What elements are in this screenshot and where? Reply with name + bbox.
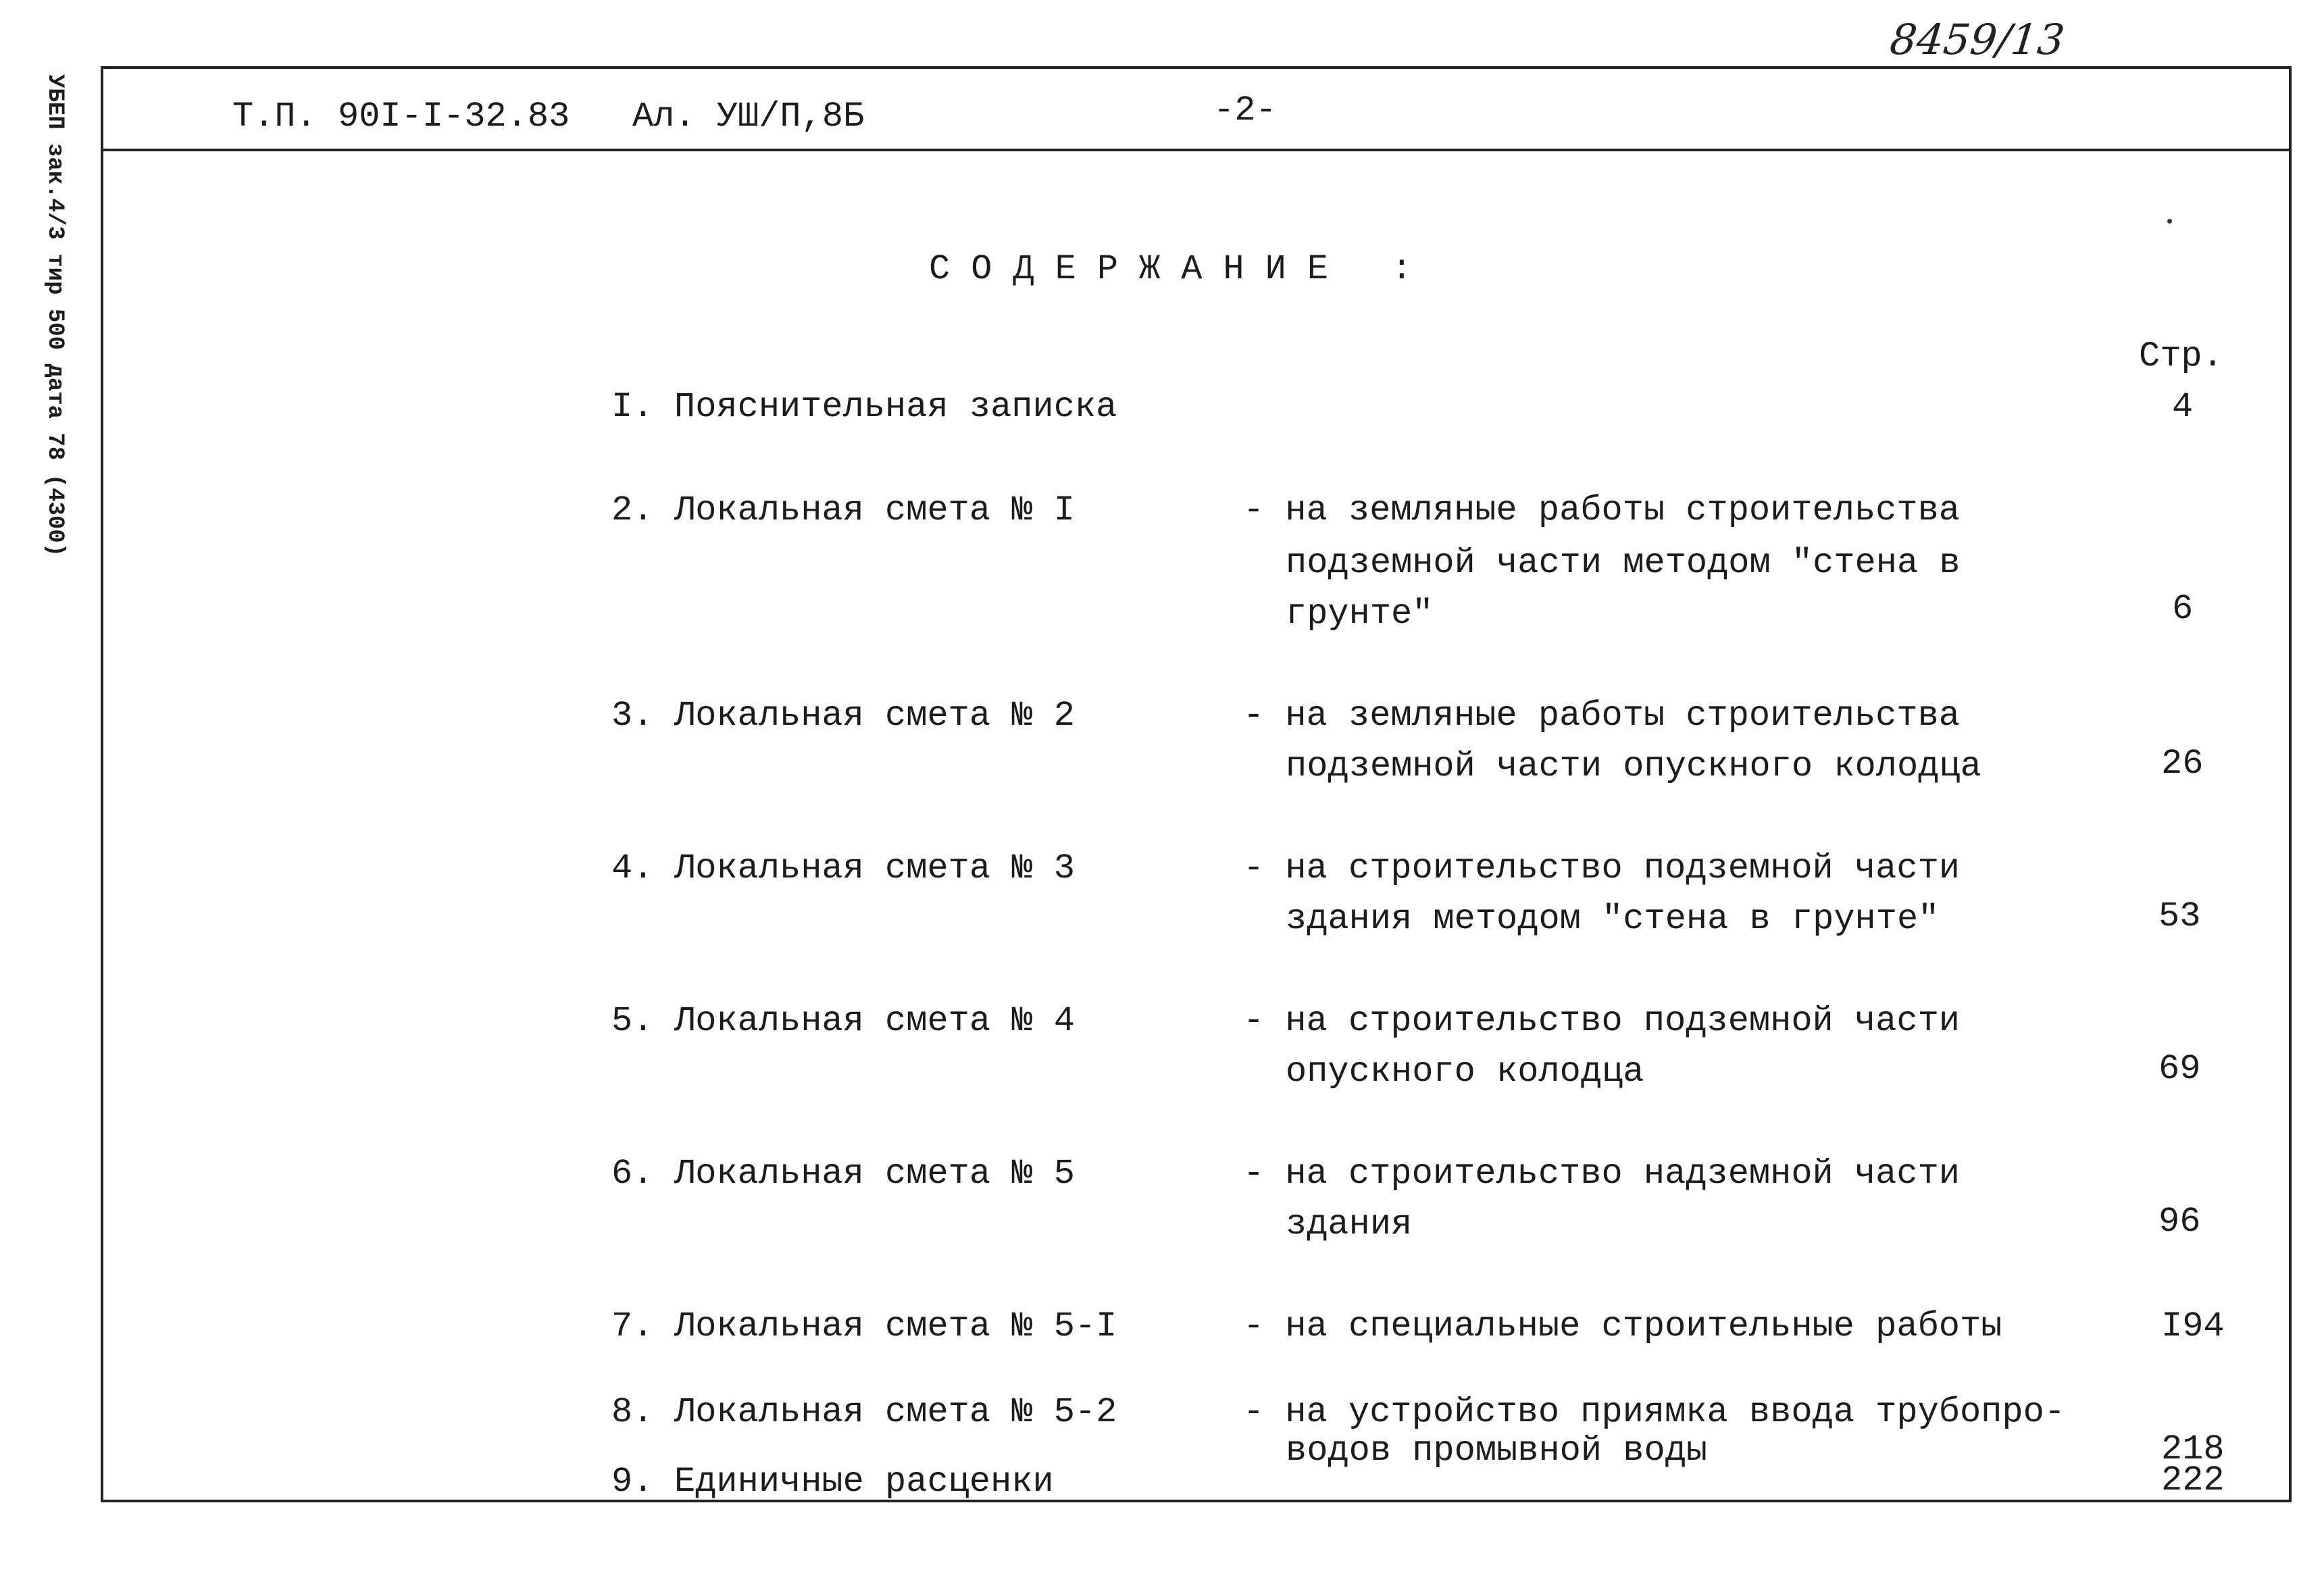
page-column-header: Стр.	[2139, 336, 2223, 376]
item-title: Локальная смета № 2	[674, 696, 1075, 736]
item-title: Локальная смета № 5	[674, 1154, 1075, 1194]
item-number: 6.	[611, 1154, 654, 1194]
item-description-line: - на строительство подземной части	[1243, 1001, 1960, 1041]
item-page: 26	[2161, 744, 2204, 784]
page-number: -2-	[1213, 91, 1277, 130]
item-description-line: здания методом "стена в грунте"	[1286, 899, 1940, 939]
album-code: Ал. УШ/П,8Б	[632, 97, 865, 136]
item-number: 8.	[611, 1392, 654, 1432]
item-description-line: - на строительство подземной части	[1243, 848, 1960, 888]
item-description-line: подземной части опускного колодца	[1286, 746, 1981, 786]
margin-stamp: УБЕП зак.4/3 тир 500 дата 78 (4300)	[42, 74, 68, 557]
contents-title: СОДЕРЖАНИЕ :	[929, 249, 1434, 289]
item-number: 4.	[611, 848, 654, 888]
item-description-line: - на устройство приямка ввода трубопро-	[1243, 1392, 2065, 1432]
item-description-line: - на строительство надземной части	[1243, 1154, 1960, 1194]
item-page: 69	[2158, 1049, 2201, 1089]
item-description-line: грунте"	[1286, 594, 1434, 634]
item-title: Единичные расценки	[674, 1462, 1054, 1502]
item-number: 7.	[611, 1306, 654, 1346]
item-page: 4	[2172, 387, 2194, 427]
item-description-line: подземной части методом "стена в	[1286, 543, 1961, 583]
item-description-line: - на земляные работы строительства	[1243, 490, 1960, 530]
item-title: Пояснительная записка	[674, 387, 1117, 427]
item-page: 53	[2158, 896, 2201, 936]
header-divider	[101, 149, 2292, 151]
item-number: 2.	[611, 490, 654, 530]
item-number: 5.	[611, 1001, 654, 1041]
item-description-line: - на земляные работы строительства	[1243, 696, 1960, 736]
handwritten-number: 8459/13	[1888, 15, 2067, 64]
item-page: 96	[2158, 1202, 2201, 1242]
item-number: I.	[611, 387, 654, 427]
item-title: Локальная смета № 5-I	[674, 1306, 1117, 1346]
item-page: 218	[2161, 1429, 2225, 1469]
item-description-line: опускного колодца	[1286, 1052, 1644, 1092]
item-number: 9.	[611, 1462, 654, 1502]
item-title: Локальная смета № 5-2	[674, 1392, 1117, 1432]
item-title: Локальная смета № 4	[674, 1001, 1075, 1041]
item-page: I94	[2161, 1306, 2225, 1346]
item-title: Локальная смета № I	[674, 490, 1075, 530]
item-description-line: здания	[1286, 1204, 1413, 1244]
item-description-line: - на специальные строительные работы	[1243, 1306, 2002, 1346]
ink-dot	[2167, 219, 2172, 224]
item-description-line: водов промывной воды	[1286, 1431, 1708, 1471]
doc-code: Т.П. 90I-I-32.83	[232, 97, 570, 136]
item-number: 3.	[611, 696, 654, 736]
item-title: Локальная смета № 3	[674, 848, 1075, 888]
item-page: 222	[2161, 1460, 2225, 1500]
item-page: 6	[2172, 589, 2194, 629]
